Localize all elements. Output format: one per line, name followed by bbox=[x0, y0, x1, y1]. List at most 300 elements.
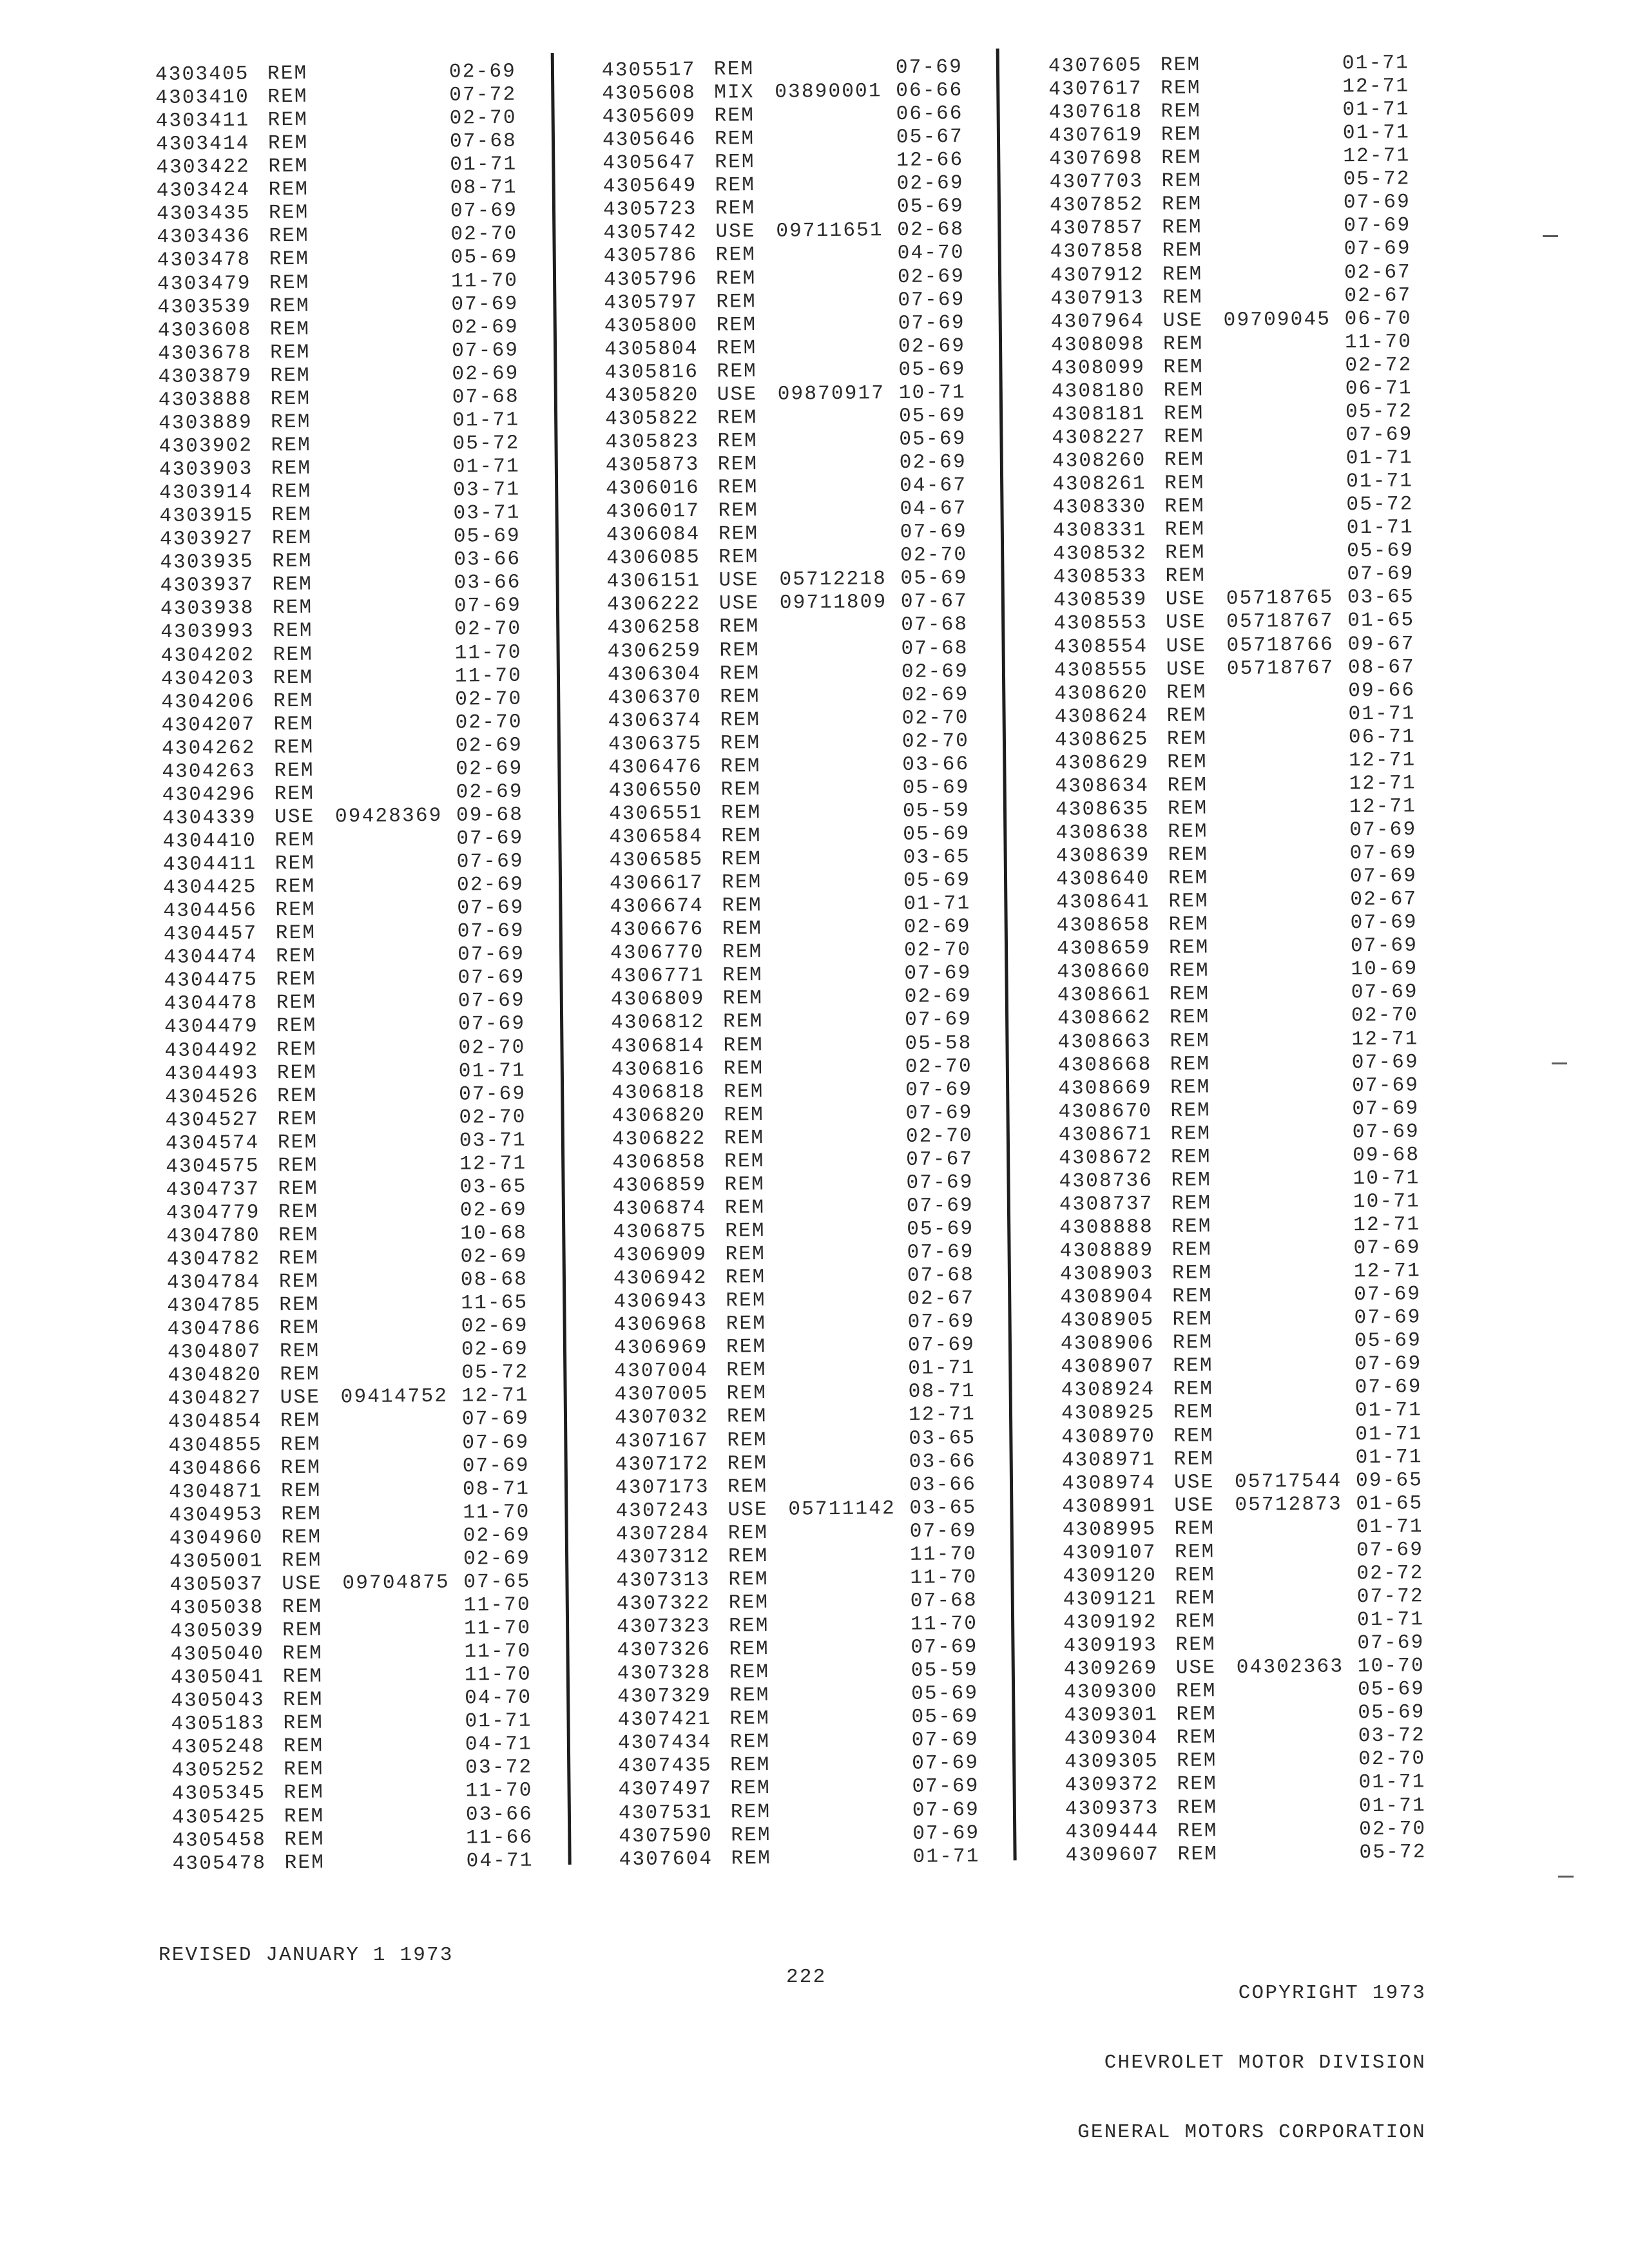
effective-date: 02-70 bbox=[900, 544, 968, 568]
parts-row bbox=[619, 1821, 1005, 1849]
part-number: 4305822 bbox=[604, 407, 699, 431]
effective-date: 02-67 bbox=[1350, 888, 1418, 912]
replacement-number: 09870917 bbox=[777, 381, 885, 406]
effective-date: 05-69 bbox=[903, 869, 971, 893]
parts-row bbox=[1055, 772, 1441, 799]
effective-date: 07-68 bbox=[449, 130, 517, 153]
part-number: 4307434 bbox=[617, 1731, 712, 1755]
effective-date: 01-71 bbox=[1348, 702, 1416, 726]
status-code: REM bbox=[731, 1847, 772, 1870]
effective-date: 12-71 bbox=[1351, 1027, 1419, 1051]
parts-row bbox=[1050, 237, 1437, 264]
status-code: REM bbox=[1168, 936, 1210, 960]
parts-row bbox=[1057, 957, 1443, 985]
effective-date: 12-71 bbox=[1353, 1260, 1422, 1283]
parts-row bbox=[156, 106, 543, 133]
parts-row bbox=[610, 962, 997, 989]
status-code: USE bbox=[717, 383, 758, 407]
effective-date: 02-69 bbox=[451, 316, 519, 340]
part-number: 4308641 bbox=[1056, 890, 1151, 914]
effective-date: 07-69 bbox=[895, 55, 963, 79]
part-number: 4304410 bbox=[162, 829, 257, 853]
part-number: 4304807 bbox=[167, 1340, 262, 1365]
parts-row bbox=[1062, 1445, 1449, 1472]
part-number: 4303889 bbox=[159, 411, 253, 435]
effective-date: 02-67 bbox=[1344, 260, 1412, 284]
part-number: 4306551 bbox=[608, 802, 703, 826]
effective-date: 03-72 bbox=[1358, 1724, 1426, 1748]
status-code: USE bbox=[728, 1498, 769, 1522]
parts-row bbox=[604, 311, 991, 338]
parts-row bbox=[1056, 841, 1443, 869]
effective-date: 02-70 bbox=[901, 729, 970, 753]
effective-date: 12-71 bbox=[1342, 75, 1410, 99]
status-code: REM bbox=[726, 1336, 767, 1359]
effective-date: 09-66 bbox=[1348, 678, 1416, 702]
effective-date: 01-71 bbox=[1356, 1608, 1425, 1632]
status-code: REM bbox=[722, 918, 763, 941]
status-code: USE bbox=[1166, 611, 1206, 635]
status-code: REM bbox=[276, 968, 317, 992]
effective-date: 07-69 bbox=[1349, 865, 1418, 889]
effective-date: 07-69 bbox=[898, 288, 965, 312]
part-number: 4308624 bbox=[1054, 704, 1149, 729]
parts-row bbox=[1059, 1190, 1446, 1217]
parts-row bbox=[159, 478, 546, 505]
parts-row bbox=[618, 1775, 1005, 1802]
parts-row bbox=[607, 637, 994, 664]
part-number: 4307172 bbox=[615, 1452, 709, 1476]
status-code: REM bbox=[274, 759, 314, 783]
parts-row bbox=[602, 149, 989, 176]
part-number: 4305040 bbox=[170, 1642, 265, 1666]
status-code: REM bbox=[278, 1177, 319, 1201]
effective-date: 03-71 bbox=[459, 1129, 527, 1153]
effective-date: 05-69 bbox=[896, 195, 965, 219]
effective-date: 07-69 bbox=[1351, 1073, 1420, 1097]
status-code: REM bbox=[275, 875, 316, 899]
status-code: REM bbox=[724, 1080, 764, 1104]
parts-row bbox=[1053, 516, 1440, 543]
parts-row bbox=[164, 943, 550, 970]
part-number: 4308924 bbox=[1061, 1378, 1155, 1403]
effective-date: 02-69 bbox=[898, 334, 966, 358]
parts-row bbox=[156, 130, 543, 157]
parts-row bbox=[171, 1756, 558, 1783]
parts-row bbox=[605, 404, 992, 431]
part-number: 4303422 bbox=[156, 155, 251, 180]
effective-date: 10-71 bbox=[1353, 1167, 1420, 1191]
status-code: REM bbox=[728, 1568, 769, 1591]
status-code: REM bbox=[1171, 1192, 1212, 1215]
parts-row bbox=[613, 1194, 999, 1221]
part-number: 4304474 bbox=[163, 945, 258, 970]
status-code: REM bbox=[282, 1642, 323, 1666]
parts-row bbox=[602, 126, 989, 153]
parts-row bbox=[163, 850, 550, 877]
part-number: 4305816 bbox=[604, 360, 699, 385]
status-code: REM bbox=[275, 945, 316, 968]
parts-row bbox=[602, 56, 988, 83]
parts-row bbox=[604, 242, 990, 269]
status-code: REM bbox=[276, 1038, 318, 1061]
parts-column-right bbox=[1048, 52, 1452, 1868]
part-number: 4309304 bbox=[1064, 1727, 1159, 1751]
effective-date: 07-69 bbox=[462, 1431, 530, 1455]
status-code: REM bbox=[278, 1270, 320, 1294]
effective-date: 02-69 bbox=[463, 1547, 531, 1571]
effective-date: 01-65 bbox=[1347, 609, 1415, 633]
parts-row bbox=[609, 823, 996, 850]
parts-row bbox=[1059, 1213, 1446, 1240]
part-number: 4306585 bbox=[609, 848, 704, 872]
part-number: 4308970 bbox=[1061, 1425, 1156, 1449]
part-number: 4305742 bbox=[603, 221, 698, 245]
effective-date: 07-69 bbox=[1354, 1306, 1422, 1330]
effective-date: 02-67 bbox=[1344, 284, 1412, 307]
part-number: 4305478 bbox=[172, 1852, 267, 1876]
part-number: 4308659 bbox=[1056, 937, 1151, 961]
status-code: REM bbox=[730, 1777, 771, 1800]
status-code: REM bbox=[275, 829, 315, 852]
parts-row bbox=[166, 1129, 552, 1156]
part-number: 4308099 bbox=[1051, 356, 1146, 380]
part-number: 4303935 bbox=[160, 550, 255, 575]
effective-date: 07-69 bbox=[1350, 934, 1418, 958]
parts-row bbox=[1065, 1771, 1451, 1798]
effective-date: 02-69 bbox=[456, 757, 523, 781]
effective-date: 02-70 bbox=[459, 1106, 526, 1129]
parts-row bbox=[1055, 749, 1441, 776]
part-number: 4305796 bbox=[603, 267, 698, 291]
page-number: 222 bbox=[786, 1966, 827, 1988]
effective-date: 11-70 bbox=[910, 1612, 978, 1636]
parts-row bbox=[618, 1752, 1005, 1779]
status-code: REM bbox=[1176, 1726, 1217, 1750]
copyright-line: CHEVROLET MOTOR DIVISION bbox=[1104, 2052, 1426, 2074]
parts-row bbox=[156, 153, 543, 180]
parts-row bbox=[166, 1175, 552, 1202]
status-code: REM bbox=[720, 685, 760, 709]
part-number: 4304779 bbox=[166, 1201, 260, 1225]
parts-row bbox=[1052, 423, 1438, 450]
effective-date: 02-70 bbox=[1358, 1747, 1426, 1771]
part-number: 4306085 bbox=[606, 546, 701, 570]
part-number: 4304784 bbox=[166, 1271, 261, 1295]
part-number: 4307604 bbox=[619, 1847, 713, 1871]
status-code: REM bbox=[1162, 286, 1203, 309]
part-number: 4303424 bbox=[156, 178, 251, 203]
parts-row bbox=[160, 618, 547, 645]
part-number: 4309305 bbox=[1065, 1750, 1159, 1774]
effective-date: 07-69 bbox=[1343, 191, 1411, 215]
effective-date: 12-71 bbox=[1353, 1213, 1421, 1237]
parts-row bbox=[606, 521, 993, 548]
part-number: 4309444 bbox=[1065, 1820, 1160, 1844]
status-code: REM bbox=[1173, 1378, 1214, 1401]
status-code: REM bbox=[1168, 820, 1208, 843]
parts-row bbox=[1053, 539, 1440, 566]
part-number: 4303608 bbox=[157, 318, 252, 342]
parts-row bbox=[618, 1729, 1005, 1756]
status-code: REM bbox=[1173, 1354, 1213, 1378]
parts-row bbox=[616, 1542, 1003, 1570]
parts-row bbox=[612, 1148, 999, 1175]
part-number: 4305458 bbox=[172, 1829, 267, 1852]
parts-row bbox=[613, 1264, 1000, 1291]
status-code: REM bbox=[724, 1103, 765, 1127]
part-number: 4309193 bbox=[1063, 1634, 1158, 1658]
effective-date: 03-66 bbox=[454, 548, 521, 572]
parts-row bbox=[1064, 1701, 1451, 1728]
parts-row bbox=[606, 451, 992, 478]
parts-row bbox=[604, 334, 991, 361]
parts-row bbox=[170, 1593, 557, 1620]
parts-row bbox=[167, 1291, 554, 1318]
part-number: 4304493 bbox=[164, 1062, 259, 1086]
scan-mark bbox=[1552, 1062, 1567, 1064]
part-number: 4305786 bbox=[603, 244, 698, 268]
status-code: REM bbox=[1163, 379, 1204, 402]
replacement-number: 09709045 bbox=[1223, 308, 1331, 332]
status-code: REM bbox=[268, 202, 309, 225]
parts-row bbox=[1057, 981, 1444, 1008]
part-number: 4308971 bbox=[1061, 1448, 1156, 1472]
effective-date: 02-69 bbox=[903, 916, 971, 939]
part-number: 4307329 bbox=[617, 1685, 711, 1709]
part-number: 4303888 bbox=[158, 388, 253, 412]
parts-row bbox=[1063, 1631, 1450, 1658]
replacement-number: 05712218 bbox=[779, 568, 887, 592]
status-code: REM bbox=[1162, 262, 1203, 286]
part-number: 4303436 bbox=[157, 225, 251, 249]
parts-row bbox=[608, 729, 995, 756]
part-number: 4308888 bbox=[1059, 1216, 1154, 1240]
effective-date: 02-69 bbox=[899, 450, 967, 474]
part-number: 4305345 bbox=[171, 1782, 266, 1806]
effective-date: 07-69 bbox=[1352, 1120, 1420, 1144]
status-code: REM bbox=[1167, 774, 1208, 797]
parts-row bbox=[170, 1640, 557, 1667]
status-code: USE bbox=[1175, 1657, 1217, 1680]
part-number: 4308658 bbox=[1056, 914, 1151, 937]
effective-date: 10-69 bbox=[1351, 957, 1418, 981]
status-code: REM bbox=[1170, 1099, 1211, 1122]
part-number: 4304202 bbox=[160, 644, 255, 668]
status-code: REM bbox=[1177, 1819, 1218, 1843]
status-code: USE bbox=[1162, 309, 1204, 332]
effective-date: 02-69 bbox=[452, 362, 519, 386]
status-code: REM bbox=[713, 58, 755, 81]
status-code: REM bbox=[728, 1521, 769, 1545]
part-number: 4306820 bbox=[612, 1104, 706, 1128]
part-number: 4307435 bbox=[618, 1754, 713, 1778]
part-number: 4308555 bbox=[1054, 658, 1148, 682]
parts-row bbox=[612, 1078, 998, 1105]
parts-row bbox=[610, 892, 996, 919]
parts-row bbox=[1049, 168, 1436, 195]
part-number: 4307858 bbox=[1050, 240, 1144, 264]
parts-row bbox=[166, 1198, 553, 1225]
part-number: 4305797 bbox=[604, 291, 699, 314]
part-number: 4306617 bbox=[609, 871, 704, 896]
status-code: REM bbox=[1164, 425, 1205, 448]
part-number: 4308662 bbox=[1057, 1006, 1152, 1031]
effective-date: 11-70 bbox=[465, 1779, 533, 1803]
parts-row bbox=[1054, 655, 1441, 682]
status-code: REM bbox=[1177, 1749, 1217, 1773]
parts-row bbox=[162, 827, 549, 854]
part-number: 4305804 bbox=[604, 337, 699, 361]
status-code: REM bbox=[273, 666, 314, 689]
part-number: 4307313 bbox=[616, 1568, 711, 1593]
effective-date: 07-69 bbox=[456, 850, 524, 874]
status-code: REM bbox=[1164, 448, 1205, 472]
parts-row bbox=[1065, 1817, 1452, 1844]
status-code: REM bbox=[269, 271, 310, 294]
part-number: 4308668 bbox=[1057, 1053, 1152, 1077]
parts-row bbox=[172, 1803, 559, 1830]
part-number: 4308181 bbox=[1051, 403, 1146, 427]
parts-row bbox=[169, 1477, 555, 1504]
part-number: 4306674 bbox=[610, 895, 704, 919]
status-code: REM bbox=[716, 290, 757, 314]
effective-date: 05-72 bbox=[1345, 400, 1413, 424]
status-code: REM bbox=[723, 1057, 764, 1081]
effective-date: 07-68 bbox=[910, 1589, 978, 1613]
parts-row bbox=[617, 1706, 1004, 1733]
parts-row bbox=[1063, 1539, 1449, 1566]
parts-row bbox=[164, 919, 550, 947]
effective-date: 01-71 bbox=[1354, 1399, 1423, 1423]
part-number: 4307617 bbox=[1048, 77, 1143, 101]
part-number: 4306084 bbox=[606, 523, 700, 547]
effective-date: 05-69 bbox=[1354, 1329, 1422, 1353]
parts-row bbox=[606, 544, 993, 571]
parts-row bbox=[155, 83, 542, 110]
effective-date: 12-71 bbox=[1349, 772, 1416, 796]
parts-row bbox=[157, 177, 543, 204]
part-number: 4308670 bbox=[1058, 1099, 1153, 1124]
part-number: 4306550 bbox=[608, 778, 703, 803]
status-code: REM bbox=[1177, 1842, 1219, 1866]
parts-row bbox=[171, 1709, 557, 1736]
effective-date: 01-71 bbox=[912, 1845, 980, 1869]
parts-row bbox=[160, 595, 547, 622]
status-code: USE bbox=[718, 592, 760, 616]
effective-date: 07-69 bbox=[904, 962, 972, 986]
status-code: REM bbox=[269, 341, 311, 365]
part-number: 4304475 bbox=[164, 968, 258, 993]
part-number: 4308634 bbox=[1055, 774, 1150, 798]
parts-row bbox=[159, 432, 545, 459]
effective-date: 04-70 bbox=[897, 242, 965, 265]
effective-date: 07-69 bbox=[1344, 237, 1411, 261]
status-code: REM bbox=[1168, 867, 1209, 890]
status-code: REM bbox=[1177, 1773, 1218, 1796]
part-number: 4308661 bbox=[1057, 983, 1152, 1008]
status-code: REM bbox=[718, 476, 758, 499]
status-code: REM bbox=[1172, 1331, 1213, 1355]
part-number: 4304785 bbox=[167, 1294, 262, 1318]
parts-row bbox=[171, 1780, 558, 1807]
status-code: REM bbox=[1164, 472, 1205, 495]
part-number: 4307032 bbox=[614, 1406, 709, 1430]
status-code: REM bbox=[730, 1754, 771, 1777]
parts-row bbox=[1054, 586, 1440, 613]
part-number: 4305820 bbox=[604, 383, 699, 408]
status-code: REM bbox=[726, 1405, 767, 1429]
part-number: 4303414 bbox=[155, 132, 250, 157]
parts-row bbox=[162, 780, 549, 807]
status-code: REM bbox=[1167, 797, 1208, 820]
effective-date: 09-68 bbox=[1353, 1144, 1420, 1168]
effective-date: 05-69 bbox=[911, 1682, 979, 1706]
parts-row bbox=[1057, 1027, 1444, 1054]
status-code: REM bbox=[727, 1428, 767, 1452]
parts-row bbox=[1057, 911, 1443, 938]
status-code: REM bbox=[1175, 1680, 1217, 1704]
status-code: REM bbox=[730, 1800, 771, 1824]
part-number: 4306676 bbox=[610, 918, 704, 942]
part-number: 4308991 bbox=[1062, 1494, 1157, 1519]
scan-mark bbox=[1558, 1876, 1574, 1878]
effective-date: 03-66 bbox=[902, 753, 970, 776]
effective-date: 11-70 bbox=[454, 641, 522, 665]
status-code: REM bbox=[1169, 959, 1210, 983]
parts-row bbox=[602, 79, 988, 106]
effective-date: 07-69 bbox=[1357, 1631, 1425, 1655]
parts-row bbox=[607, 590, 994, 617]
status-code: REM bbox=[1169, 983, 1210, 1006]
effective-date: 07-67 bbox=[900, 590, 969, 614]
effective-date: 01-71 bbox=[1342, 121, 1411, 145]
parts-row bbox=[1051, 331, 1438, 358]
effective-date: 06-66 bbox=[896, 102, 963, 126]
status-code: REM bbox=[277, 1108, 318, 1131]
effective-date: 08-68 bbox=[460, 1268, 528, 1292]
part-number: 4309300 bbox=[1063, 1680, 1158, 1704]
part-number: 4307284 bbox=[615, 1522, 710, 1546]
part-number: 4306304 bbox=[607, 662, 702, 686]
effective-date: 02-70 bbox=[1351, 1004, 1419, 1028]
effective-date: 02-72 bbox=[1356, 1562, 1424, 1586]
parts-row bbox=[162, 734, 548, 761]
part-number: 4306874 bbox=[612, 1196, 707, 1221]
parts-row bbox=[1055, 726, 1441, 753]
parts-row bbox=[1063, 1608, 1450, 1635]
parts-row bbox=[605, 381, 992, 408]
status-code: REM bbox=[724, 1149, 765, 1173]
status-code: REM bbox=[284, 1782, 325, 1805]
parts-row bbox=[610, 846, 996, 873]
effective-date: 11-70 bbox=[463, 1617, 532, 1640]
parts-row bbox=[614, 1357, 1001, 1384]
status-code: REM bbox=[1173, 1424, 1214, 1448]
status-code: REM bbox=[281, 1526, 322, 1549]
status-code: REM bbox=[717, 453, 758, 476]
part-number: 4303879 bbox=[158, 365, 253, 389]
parts-row bbox=[169, 1547, 556, 1574]
effective-date: 01-71 bbox=[1342, 52, 1410, 75]
part-number: 4304953 bbox=[169, 1503, 264, 1527]
parts-row bbox=[1050, 260, 1437, 287]
part-number: 4304527 bbox=[165, 1108, 260, 1132]
effective-date: 04-70 bbox=[465, 1686, 532, 1710]
status-code: REM bbox=[729, 1684, 770, 1707]
part-number: 4308737 bbox=[1059, 1193, 1153, 1216]
part-number: 4303411 bbox=[155, 109, 250, 133]
